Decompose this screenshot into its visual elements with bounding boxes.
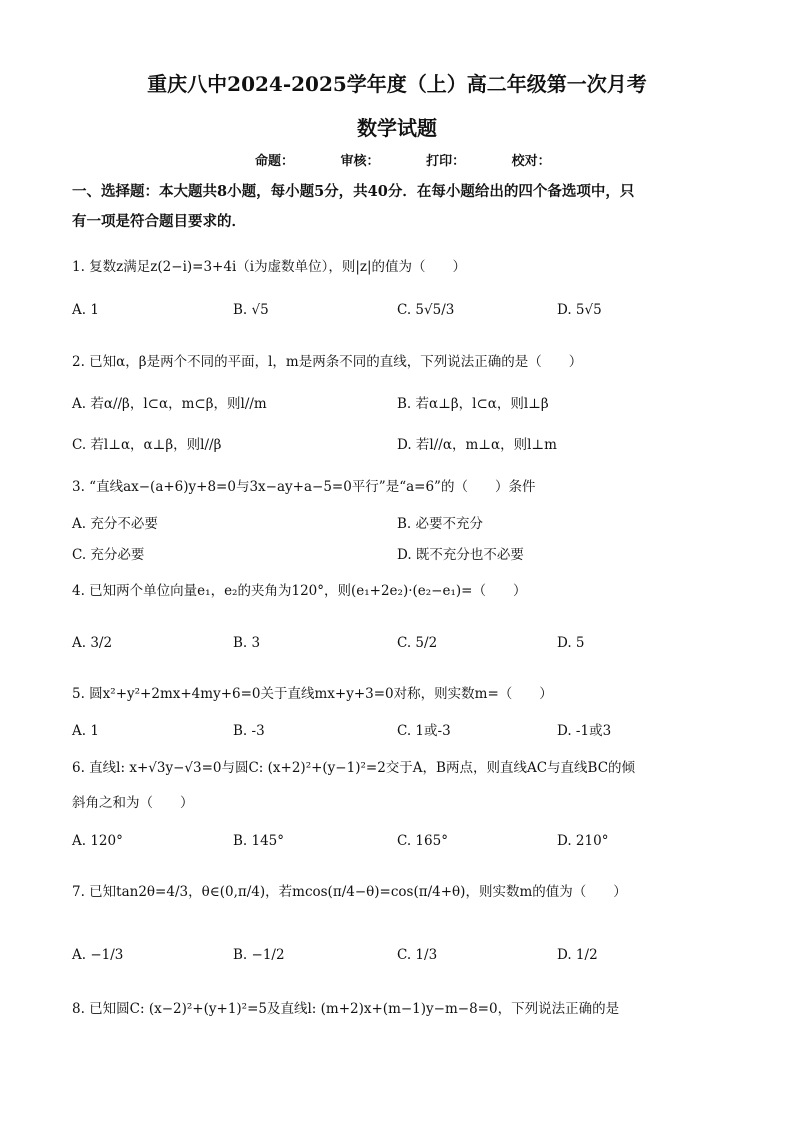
question-7-stem: 7. 已知tan2θ=4/3，θ∈(0,π/4)，若mcos(π/4−θ)=cos(π/4+θ)，则实数m的值为（ ）	[72, 884, 627, 900]
question-2-option-a: A. 若α//β，l⊂α，m⊂β，则l//m	[72, 396, 267, 412]
question-6-stem-line2: 斜角之和为（ ）	[72, 795, 194, 811]
question-2-option-d: D. 若l//α，m⊥α，则l⊥m	[397, 437, 557, 453]
question-4-option-a: A. 3/2	[72, 635, 113, 651]
question-3-option-d: D. 既不充分也不必要	[397, 547, 524, 563]
question-3-option-c: C. 充分必要	[72, 547, 145, 563]
exam-subtitle: 数学试题	[357, 116, 437, 140]
question-8-stem: 8. 已知圆C: (x−2)²+(y+1)²=5及直线l: (m+2)x+(m−1)y−m−8=0，下列说法正确的是	[72, 1001, 620, 1017]
question-3-stem: 3. “直线ax−(a+6)y+8=0与3x−ay+a−5=0平行”是“a=6”的（ ）条件	[72, 479, 536, 495]
question-6-option-c: C. 165°	[397, 833, 448, 849]
question-5-option-a: A. 1	[72, 723, 99, 739]
question-1-option-a: A. 1	[72, 302, 99, 318]
exam-meta	[255, 150, 655, 169]
question-6-option-d: D. 210°	[557, 833, 609, 849]
question-7-option-d: D. 1/2	[557, 947, 598, 963]
question-1-option-b: B. √5	[233, 302, 269, 318]
question-5-option-c: C. 1或-3	[397, 723, 451, 739]
meta-printer: 打印：	[426, 154, 466, 169]
question-5-option-d: D. -1或3	[557, 723, 612, 739]
meta-author: 命题：	[255, 154, 295, 169]
question-4-stem: 4. 已知两个单位向量e₁，e₂的夹角为120°，则(e₁+2e₂)·(e₂−e₁)=（ ）	[72, 583, 527, 599]
question-7-option-b: B. −1/2	[233, 947, 285, 963]
exam-title: 重庆八中2024-2025学年度（上）高二年级第一次月考	[147, 72, 647, 96]
question-1-option-c: C. 5√5/3	[397, 302, 455, 318]
question-1-option-d: D. 5√5	[557, 302, 602, 318]
question-1-stem: 1. 复数z满足z(2−i)=3+4i（i为虚数单位），则|z|的值为（ ）	[72, 259, 467, 275]
question-6-stem-line1: 6. 直线l: x+√3y−√3=0与圆C: (x+2)²+(y−1)²=2交于A，B两点，则直线AC与直线BC的倾	[72, 760, 636, 776]
question-7-option-a: A. −1/3	[72, 947, 124, 963]
question-3-option-b: B. 必要不充分	[397, 516, 484, 532]
question-4-option-b: B. 3	[233, 635, 261, 651]
question-4-option-c: C. 5/2	[397, 635, 438, 651]
question-2-option-c: C. 若l⊥α，α⊥β，则l//β	[72, 437, 222, 453]
question-2-option-b: B. 若α⊥β，l⊂α，则l⊥β	[397, 396, 549, 412]
question-6-option-b: B. 145°	[233, 833, 285, 849]
question-6-option-a: A. 120°	[72, 833, 123, 849]
question-4-option-d: D. 5	[557, 635, 585, 651]
meta-reviewer: 审核：	[340, 154, 380, 169]
question-7-option-c: C. 1/3	[397, 947, 438, 963]
question-5-stem: 5. 圆x²+y²+2mx+4my+6=0关于直线mx+y+3=0对称，则实数m=（ ）	[72, 686, 553, 702]
question-3-option-a: A. 充分不必要	[72, 516, 158, 532]
question-5-option-b: B. -3	[233, 723, 265, 739]
section-heading-line1: 一、选择题：本大题共8小题，每小题5分，共40分．在每小题给出的四个备选项中，只	[72, 183, 635, 200]
meta-proofreader: 校对：	[511, 154, 551, 169]
question-2-stem: 2. 已知α，β是两个不同的平面，l，m是两条不同的直线，下列说法正确的是（ ）	[72, 354, 583, 370]
section-heading-line2: 有一项是符合题目要求的．	[72, 213, 246, 230]
